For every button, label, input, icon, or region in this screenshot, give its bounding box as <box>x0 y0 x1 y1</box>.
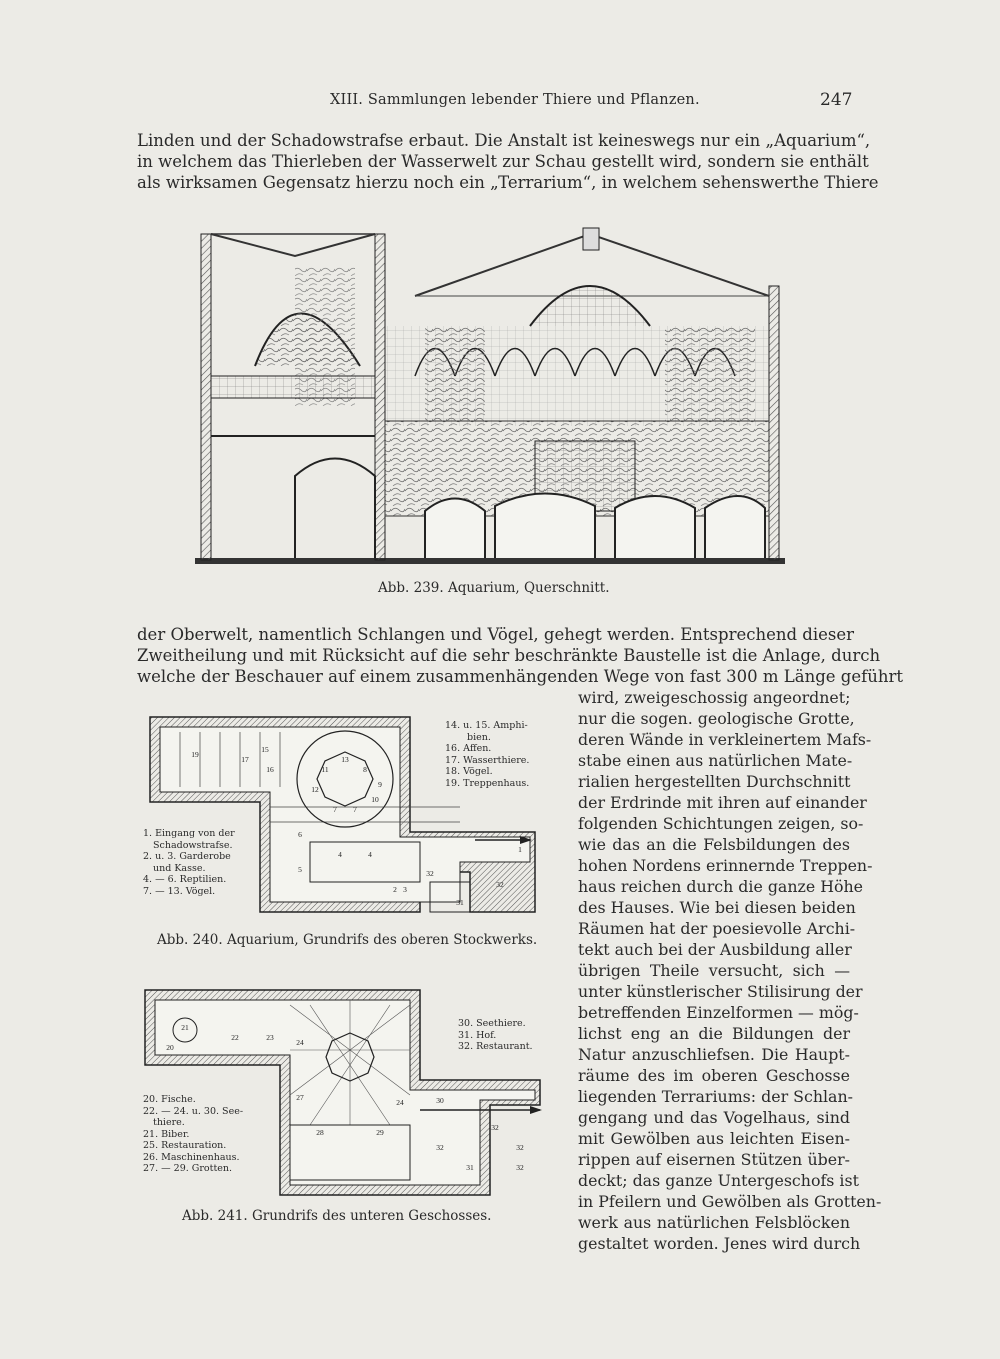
room-number: 32 <box>496 880 504 889</box>
room-number: 7 <box>353 805 357 814</box>
plan-legend-left <box>143 828 235 897</box>
text-line: folgenden Schichtungen zeigen, so- <box>578 814 864 833</box>
room-number: 8 <box>363 765 367 774</box>
text-line: rippen auf eisernen Stützen über- <box>578 1150 850 1169</box>
legend-entry: 20. Fische. <box>143 1094 196 1105</box>
room-number: 29 <box>376 1128 384 1137</box>
legend-entry: 30. Seethiere. <box>458 1018 526 1029</box>
room-number: 2 <box>393 885 397 894</box>
legend-entry: 16. Affen. <box>445 743 492 754</box>
room-number: 24 <box>296 1038 304 1047</box>
text-line: mit Gewölben aus leichten Eisen- <box>578 1129 850 1148</box>
text-line: rialien hergestellten Durchschnitt <box>578 772 851 791</box>
text-line: welche der Beschauer auf einem zusammenhängenden Wege von fast 300 m Länge geführt <box>137 667 903 686</box>
legend-entry: 1. Eingang von der <box>143 828 235 839</box>
text-line: liegenden Terrariums: der Schlan- <box>578 1087 853 1106</box>
room-number: 23 <box>266 1033 274 1042</box>
room-number: 4 <box>338 850 342 859</box>
plan-legend-right <box>445 720 529 789</box>
text-line: Natur anzuschliefsen. Die Haupt- <box>578 1045 850 1064</box>
room-number: 4 <box>368 850 372 859</box>
legend-entry: 31. Hof. <box>458 1029 497 1041</box>
room-number: 9 <box>378 780 382 789</box>
legend-entry: bien. <box>467 731 491 743</box>
text-line: wird, zweigeschossig angeordnet; <box>578 688 851 707</box>
room-number: 13 <box>341 755 349 764</box>
legend-entry: 27. — 29. Grotten. <box>143 1163 233 1174</box>
legend-entry: und Kasse. <box>153 862 206 874</box>
room-number: 28 <box>316 1128 324 1137</box>
page-number: 247 <box>820 90 853 110</box>
text-line: räume des im oberen Geschosse <box>578 1066 850 1085</box>
text-line: des Hauses. Wie bei diesen beiden <box>578 898 856 917</box>
room-number: 3 <box>403 885 407 894</box>
text-line: in Pfeilern und Gewölben als Grotten- <box>578 1192 882 1211</box>
room-number: 7 <box>333 805 337 814</box>
room-number: 19 <box>191 750 199 759</box>
paragraph-middle <box>137 624 903 687</box>
room-number: 22 <box>231 1033 239 1042</box>
room-number: 6 <box>298 830 302 839</box>
legend-entry: 19. Treppenhaus. <box>445 777 530 789</box>
room-number: 27 <box>296 1093 304 1102</box>
text-line: der Oberwelt, namentlich Schlangen und Vögel, gehegt werden. Entsprechend dieser <box>137 625 855 644</box>
text-line: nur die sogen. geologische Grotte, <box>578 709 855 728</box>
figure-caption: Abb. 241. Grundrifs des unteren Geschosses. <box>182 1208 492 1224</box>
legend-entry: 2. u. 3. Garderobe <box>143 851 231 862</box>
room-number: 12 <box>311 785 319 794</box>
room-number: 32 <box>491 1123 499 1132</box>
room-number: 24 <box>396 1098 404 1107</box>
room-number: 21 <box>181 1023 189 1032</box>
room-number: 15 <box>261 745 269 754</box>
legend-entry: 25. Restauration. <box>143 1140 227 1151</box>
running-title: XIII. Sammlungen lebender Thiere und Pflanzen. <box>330 92 700 108</box>
legend-entry: 22. — 24. u. 30. See- <box>143 1105 244 1117</box>
text-line: gengang und das Vogelhaus, sind <box>578 1108 850 1127</box>
text-line: Linden und der Schadowstrafse erbaut. Die Anstalt ist keineswegs nur ein „Aquarium“, <box>137 131 871 150</box>
text-line: deren Wände in verkleinertem Mafs- <box>578 730 872 749</box>
room-number: 31 <box>466 1163 474 1172</box>
room-number: 32 <box>516 1163 524 1172</box>
room-number: 32 <box>436 1143 444 1152</box>
text-line: in welchem das Thierleben der Wasserwelt zur Schau gestellt wird, sondern sie enthält <box>137 152 869 171</box>
room-number: 30 <box>436 1096 444 1105</box>
room-number: 20 <box>166 1043 174 1052</box>
legend-entry: 21. Biber. <box>143 1128 190 1140</box>
cross-section-illustration <box>195 226 785 571</box>
legend-entry: thiere. <box>153 1117 185 1128</box>
legend-entry: 26. Maschinenhaus. <box>143 1151 240 1163</box>
room-number: 1 <box>518 845 522 854</box>
paragraph-top <box>137 130 879 193</box>
figure-caption: Abb. 239. Aquarium, Querschnitt. <box>378 580 610 596</box>
legend-entry: Schadowstrafse. <box>153 839 233 851</box>
legend-entry: 18. Vögel. <box>445 766 493 777</box>
plan-legend-left <box>143 1094 243 1175</box>
text-line: werk aus natürlichen Felsblöcken <box>578 1213 850 1232</box>
text-line: lichst eng an die Bildungen der <box>578 1024 850 1043</box>
room-number: 11 <box>321 765 329 774</box>
text-line: als wirksamen Gegensatz hierzu noch ein „Terrarium“, in welchem sehenswerthe Thiere <box>137 173 879 192</box>
room-number: 31 <box>456 898 464 907</box>
text-line: der Erdrinde mit ihren auf einander <box>578 793 867 812</box>
text-line: betreffenden Einzelformen — mög- <box>578 1003 859 1022</box>
legend-entry: 14. u. 15. Amphi- <box>445 720 528 731</box>
text-line: tekt auch bei der Ausbildung aller <box>578 940 852 959</box>
room-number: 5 <box>298 865 302 874</box>
legend-entry: 32. Restaurant. <box>458 1041 533 1052</box>
text-line: hohen Nordens erinnernde Treppen- <box>578 856 873 875</box>
text-line: stabe einen aus natürlichen Mate- <box>578 751 853 770</box>
room-number: 17 <box>241 755 249 764</box>
legend-entry: 4. — 6. Reptilien. <box>143 874 227 885</box>
text-line: haus reichen durch die ganze Höhe <box>578 877 864 896</box>
text-line: übrigen Theile versucht, sich — <box>578 961 850 980</box>
paragraph-side-column <box>578 687 882 1254</box>
legend-entry: 17. Wasserthiere. <box>445 754 530 766</box>
text-line: deckt; das ganze Untergeschofs ist <box>578 1171 859 1190</box>
room-number: 32 <box>516 1143 524 1152</box>
figure-caption: Abb. 240. Aquarium, Grundrifs des oberen Stockwerks. <box>157 932 538 948</box>
text-line: gestaltet worden. Jenes wird durch <box>578 1234 861 1253</box>
legend-entry: 7. — 13. Vögel. <box>143 885 216 897</box>
plan-legend-right <box>458 1018 533 1053</box>
room-number: 32 <box>426 869 434 878</box>
room-number: 16 <box>266 765 274 774</box>
text-line: Zweitheilung und mit Rücksicht auf die sehr beschränkte Baustelle ist die Anlage, durch <box>137 646 881 665</box>
room-number: 10 <box>371 795 379 804</box>
text-line: Räumen hat der poesievolle Archi- <box>578 919 856 938</box>
text-line: unter künstlerischer Stilisirung der <box>578 982 863 1001</box>
text-line: wie das an die Felsbildungen des <box>578 835 850 854</box>
